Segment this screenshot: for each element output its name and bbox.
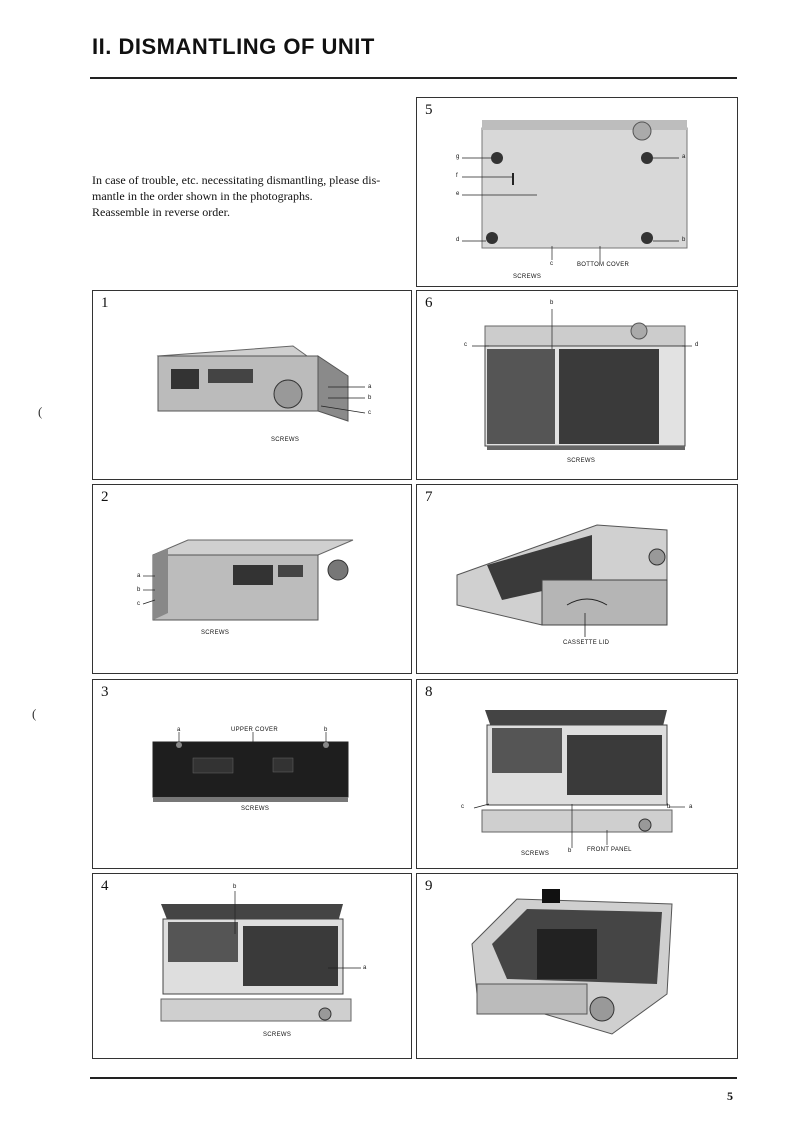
- callout-letter: a: [689, 804, 693, 810]
- callout-letter: c: [137, 601, 140, 607]
- panel-number: 5: [425, 102, 433, 118]
- footer-rule: [90, 1077, 737, 1079]
- upper-cover-label: UPPER COVER: [231, 727, 278, 733]
- callout-letter: d: [456, 237, 460, 243]
- bottom-view-photo: [417, 98, 737, 286]
- callout-letter: a: [137, 573, 141, 579]
- page-number: 5: [727, 1089, 733, 1103]
- photo-panel-5: [416, 97, 738, 287]
- callout-letter: b: [550, 300, 554, 306]
- margin-mark: (: [32, 706, 37, 721]
- callout-letter: b: [137, 587, 141, 593]
- callout-letter: a: [368, 384, 372, 390]
- unit-side-photo: [93, 485, 411, 673]
- photo-panel-3: [92, 679, 412, 869]
- intro-line: mantle in the order shown in the photographs.: [92, 189, 313, 203]
- header-rule: [90, 77, 737, 79]
- panel-number: 6: [425, 295, 433, 311]
- margin-mark: (: [38, 404, 43, 419]
- callout-letter: e: [456, 191, 460, 197]
- callout-letter: b: [682, 237, 686, 243]
- page-title: II. DISMANTLING OF UNIT: [92, 34, 375, 59]
- front-panel-label: FRONT PANEL: [587, 847, 632, 853]
- callout-letter: b: [324, 727, 328, 733]
- photo-panel-7: [416, 484, 738, 674]
- callout-letter: c: [461, 804, 464, 810]
- intro-line: Reassemble in reverse order.: [92, 205, 230, 219]
- callout-letter: b: [368, 395, 372, 401]
- intro-line: In case of trouble, etc. necessitating dismantling, please dis-: [92, 173, 381, 187]
- screws-label: SCREWS: [521, 851, 550, 857]
- rear-panel-photo: [93, 680, 411, 868]
- callout-letter: c: [368, 410, 371, 416]
- screws-label: SCREWS: [263, 1032, 292, 1038]
- callout-letter: b: [667, 804, 671, 810]
- bottom-cover-label: BOTTOM COVER: [577, 262, 630, 268]
- photo-panel-4: [92, 873, 412, 1059]
- photo-panel-6: [416, 290, 738, 480]
- callout-letter: a: [682, 154, 686, 160]
- panel-number: 2: [101, 489, 109, 505]
- photo-panel-2: [92, 484, 412, 674]
- mechanism-removal-photo: [417, 874, 737, 1058]
- intro-text: [92, 172, 402, 220]
- panel-number: 8: [425, 684, 433, 700]
- callout-letter: g: [456, 154, 460, 160]
- inside-bottom-photo: [417, 291, 737, 479]
- callout-letter: d: [695, 342, 699, 348]
- photo-panel-9: [416, 873, 738, 1059]
- panel-number: 3: [101, 684, 109, 700]
- callout-letter: c: [464, 342, 467, 348]
- screws-label: SCREWS: [241, 806, 270, 812]
- unit-front-photo: [93, 291, 411, 479]
- photo-panel-1: [92, 290, 412, 480]
- panel-number: 7: [425, 489, 433, 505]
- screws-label: SCREWS: [513, 274, 542, 280]
- callout-letter: c: [550, 261, 553, 267]
- screws-label: SCREWS: [271, 437, 300, 443]
- photo-panel-8: [416, 679, 738, 869]
- screws-label: SCREWS: [567, 458, 596, 464]
- panel-number: 4: [101, 878, 109, 894]
- panel-number: 1: [101, 295, 109, 311]
- callout-letter: a: [363, 965, 367, 971]
- inside-top-photo: [417, 680, 737, 868]
- callout-letter: b: [233, 884, 237, 890]
- callout-letter: b: [568, 848, 572, 854]
- cassette-lid-label: CASSETTE LID: [563, 640, 610, 646]
- callout-letter: a: [177, 727, 181, 733]
- screws-label: SCREWS: [201, 630, 230, 636]
- callout-letter: f: [456, 173, 458, 179]
- panel-number: 9: [425, 878, 433, 894]
